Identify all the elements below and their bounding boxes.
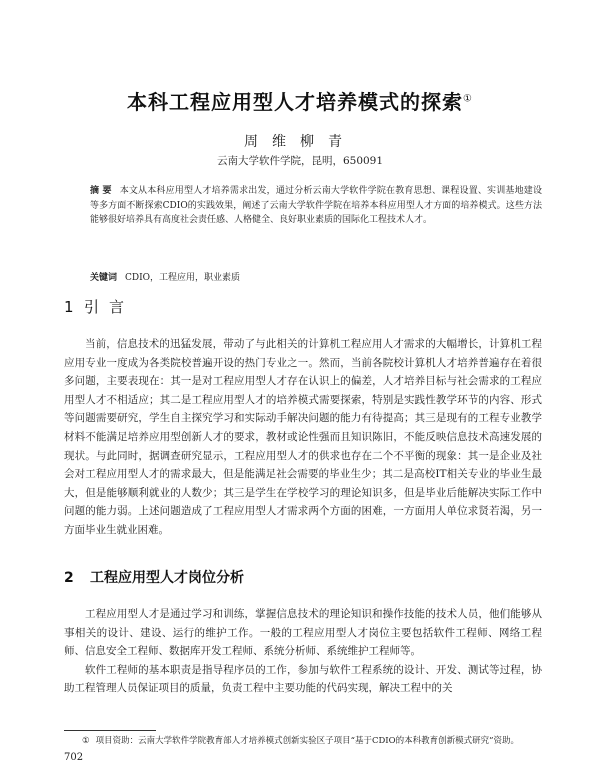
title-footnote-mark: ①	[463, 93, 473, 105]
keywords-label: 关键词	[90, 273, 118, 283]
section-1-paragraph: 当前，信息技术的迅猛发展，带动了与此相关的计算机工程应用人才需求的大幅增长，计算机工程应用专业一度成为各类院校普遍开设的热门专业之一。然而，当前各院校计算机人才培养普遍存在着很多问题，主要表现在：其一是对工程应用型人才存在认识上的偏差，人才培养目标与社会需求的工程应用型人才不相适应；其二是工程应用型人才的培养模式需要探索，特别是实践性教学环节的内容、形式等问题需要研究，学生自主探究学习和实际动手解决问题的能力有待提高；其三是现有的工程专业教学材料不能满足培养应用型创新人才的要求，教材或论性强而且知识陈旧，不能反映信息技术高速发展的现状。与此同时，据调查研究显示，工程应用型人才的供求也存在二个不平衡的现象：其一是企业及社会对工程应用型人才的需求最大，但是能满足社会需要的毕业生少；其二是高校IT相关专业的毕业生最大，但是能够顺利就业的人数少；其三是学生在学校学习的理论知识多，但是毕业后能解决实际工作中问题的能力弱。上述问题造成了工程应用型人才需求两个方面的困难，一方面用人单位求贤若渴，另一方面毕业生就业困难。	[64, 338, 542, 536]
section-1-title: 引言	[84, 298, 135, 316]
author-affiliation: 云南大学软件学院，昆明，650091	[216, 155, 384, 167]
page-number: 702	[64, 752, 84, 763]
footnote-mark: ①	[82, 736, 90, 746]
abstract	[90, 184, 542, 228]
section-2-number: 2	[64, 570, 74, 586]
keywords-text: CDIO，工程应用，职业素质	[125, 273, 241, 283]
keywords	[90, 271, 542, 285]
paper-title	[0, 86, 600, 115]
abstract-text: 本文从本科应用型人才培养需求出发，通过分析云南大学软件学院在教育思想、课程设置、实训基地建设等多方面不断探索CDIO的实践效果，阐述了云南大学软件学院在培养本科应用型人才方面的培养模式。这些方法能够很好培养具有高度社会责任感、人格健全、良好职业素质的国际化工程技术人才。	[90, 186, 542, 225]
abstract-label: 摘 要	[90, 186, 112, 196]
section-2-paragraph-2: 软件工程师的基本职责是指导程序员的工作，参加与软件工程系统的设计、开发、测试等过程，协助工程管理人员保证项目的质量，负责工程中主要功能的代码实现，解决工程中的关	[64, 663, 542, 695]
author-names: 周维柳青	[244, 134, 356, 150]
section-2-paragraph-1: 工程应用型人才是通过学习和训练，掌握信息技术的理论知识和操作技能的技术人员，他们能够从事相关的设计、建设、运行的维护工作。一般的工程应用型人才岗位主要包括软件工程师、网络工程师、信息安全工程师、数据库开发工程师、系统分析师、系统维护工程师等。	[64, 608, 542, 658]
paper-title-text: 本科工程应用型人才培养模式的探索	[127, 90, 464, 114]
section-1-body	[64, 335, 542, 540]
section-1-heading	[64, 296, 134, 317]
footnote-divider	[64, 730, 156, 731]
section-2-heading	[64, 567, 244, 587]
footnote	[64, 735, 542, 748]
section-2-title: 工程应用型人才岗位分析	[90, 570, 244, 586]
section-1-number: 1	[64, 298, 74, 316]
section-2-body	[64, 605, 542, 698]
footnote-text: 项目资助：云南大学软件学院教育部人才培养模式创新实验区子项目“基于CDIO的本科教育创新模式研究”资助。	[95, 736, 519, 746]
